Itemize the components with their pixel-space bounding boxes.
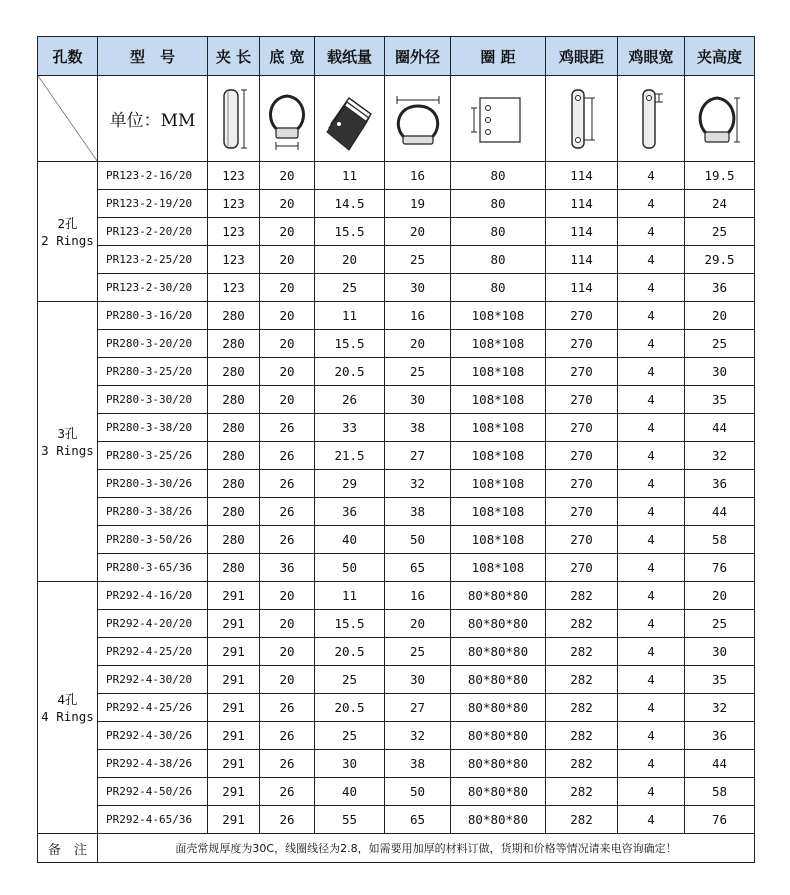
- cell-paper-capacity: 30: [315, 750, 385, 778]
- cell-ring-spacing: 80: [451, 218, 546, 246]
- cell-eyelet-width: 4: [618, 722, 685, 750]
- cell-base-width: 20: [260, 330, 315, 358]
- cell-base-width: 20: [260, 610, 315, 638]
- cell-ring-spacing: 108*108: [451, 554, 546, 582]
- diagonal-cell: [38, 76, 98, 162]
- header-paper-capacity: 载纸量: [315, 37, 385, 76]
- cell-paper-capacity: 25: [315, 274, 385, 302]
- cell-ring-spacing: 80: [451, 162, 546, 190]
- cell-clip-height: 30: [685, 358, 755, 386]
- cell-model: PR292-4-25/20: [98, 638, 208, 666]
- cell-eyelet-width: 4: [618, 778, 685, 806]
- cell-clip-length: 280: [208, 358, 260, 386]
- base-width-icon: [260, 76, 315, 162]
- cell-eyelet-distance: 282: [546, 750, 618, 778]
- cell-eyelet-width: 4: [618, 638, 685, 666]
- cell-base-width: 26: [260, 498, 315, 526]
- table-row: [38, 498, 755, 526]
- cell-base-width: 26: [260, 806, 315, 834]
- table-row: [38, 806, 755, 834]
- cell-eyelet-distance: 270: [546, 330, 618, 358]
- cell-paper-capacity: 25: [315, 666, 385, 694]
- cell-eyelet-distance: 270: [546, 302, 618, 330]
- cell-eyelet-distance: 282: [546, 722, 618, 750]
- cell-paper-capacity: 11: [315, 582, 385, 610]
- cell-base-width: 26: [260, 750, 315, 778]
- cell-base-width: 20: [260, 358, 315, 386]
- cell-clip-height: 25: [685, 330, 755, 358]
- cell-clip-height: 24: [685, 190, 755, 218]
- cell-ring-spacing: 80*80*80: [451, 638, 546, 666]
- header-clip-height: 夹高度: [685, 37, 755, 76]
- cell-model: PR123-2-30/20: [98, 274, 208, 302]
- eyelet-distance-icon: [546, 76, 618, 162]
- cell-base-width: 26: [260, 414, 315, 442]
- cell-eyelet-width: 4: [618, 218, 685, 246]
- header-row: [38, 37, 755, 76]
- cell-base-width: 20: [260, 218, 315, 246]
- table-row: [38, 470, 755, 498]
- header-clip-length: 夹 长: [208, 37, 260, 76]
- cell-ring-diameter: 20: [385, 610, 451, 638]
- header-model: 型 号: [98, 37, 208, 76]
- cell-ring-spacing: 80: [451, 274, 546, 302]
- cell-eyelet-distance: 270: [546, 470, 618, 498]
- table-row: [38, 554, 755, 582]
- cell-eyelet-distance: 270: [546, 386, 618, 414]
- cell-clip-length: 123: [208, 190, 260, 218]
- cell-model: PR280-3-30/20: [98, 386, 208, 414]
- table-row: [38, 666, 755, 694]
- cell-eyelet-width: 4: [618, 386, 685, 414]
- cell-eyelet-width: 4: [618, 666, 685, 694]
- cell-ring-diameter: 16: [385, 162, 451, 190]
- group-label-cn: 4孔: [57, 691, 78, 707]
- cell-eyelet-width: 4: [618, 358, 685, 386]
- cell-clip-length: 291: [208, 694, 260, 722]
- table-row: [38, 246, 755, 274]
- cell-base-width: 26: [260, 470, 315, 498]
- cell-eyelet-distance: 114: [546, 218, 618, 246]
- spec-table: [37, 36, 755, 863]
- cell-ring-spacing: 80*80*80: [451, 722, 546, 750]
- table-row: [38, 526, 755, 554]
- cell-clip-height: 35: [685, 666, 755, 694]
- remarks-text: 面壳常规厚度为30C，线圈线径为2.8，如需要用加厚的材料订做，货期和价格等情况请来电咨询确定！: [98, 834, 755, 863]
- table-row: [38, 610, 755, 638]
- table-row: [38, 218, 755, 246]
- ring-diameter-icon: [385, 76, 451, 162]
- cell-clip-length: 291: [208, 806, 260, 834]
- cell-paper-capacity: 15.5: [315, 610, 385, 638]
- cell-base-width: 20: [260, 302, 315, 330]
- cell-ring-diameter: 19: [385, 190, 451, 218]
- cell-base-width: 20: [260, 162, 315, 190]
- cell-clip-length: 280: [208, 554, 260, 582]
- cell-model: PR123-2-20/20: [98, 218, 208, 246]
- cell-ring-diameter: 16: [385, 302, 451, 330]
- cell-ring-diameter: 65: [385, 806, 451, 834]
- cell-base-width: 20: [260, 582, 315, 610]
- cell-model: PR123-2-19/20: [98, 190, 208, 218]
- ring-spacing-icon: [451, 76, 546, 162]
- cell-model: PR292-4-38/26: [98, 750, 208, 778]
- cell-eyelet-width: 4: [618, 806, 685, 834]
- group-label-en: 3 Rings: [41, 442, 94, 458]
- table-row: [38, 750, 755, 778]
- cell-clip-length: 123: [208, 162, 260, 190]
- cell-eyelet-width: 4: [618, 442, 685, 470]
- cell-ring-diameter: 30: [385, 274, 451, 302]
- cell-model: PR292-4-65/36: [98, 806, 208, 834]
- cell-clip-height: 58: [685, 778, 755, 806]
- diagram-row: [38, 76, 755, 162]
- cell-paper-capacity: 15.5: [315, 218, 385, 246]
- cell-clip-length: 123: [208, 218, 260, 246]
- cell-model: PR280-3-65/36: [98, 554, 208, 582]
- header-ring-spacing: 圈 距: [451, 37, 546, 76]
- cell-paper-capacity: 20.5: [315, 694, 385, 722]
- table-row: [38, 442, 755, 470]
- group-label: [38, 582, 98, 834]
- cell-model: PR292-4-25/26: [98, 694, 208, 722]
- clip-height-icon: [685, 76, 755, 162]
- cell-eyelet-distance: 282: [546, 582, 618, 610]
- cell-model: PR292-4-50/26: [98, 778, 208, 806]
- cell-eyelet-width: 4: [618, 610, 685, 638]
- group-label-en: 4 Rings: [41, 708, 94, 724]
- cell-paper-capacity: 14.5: [315, 190, 385, 218]
- cell-ring-spacing: 80*80*80: [451, 750, 546, 778]
- cell-ring-diameter: 38: [385, 414, 451, 442]
- cell-eyelet-distance: 270: [546, 554, 618, 582]
- cell-ring-diameter: 65: [385, 554, 451, 582]
- cell-paper-capacity: 40: [315, 778, 385, 806]
- cell-eyelet-distance: 282: [546, 666, 618, 694]
- cell-clip-length: 280: [208, 442, 260, 470]
- cell-paper-capacity: 20.5: [315, 358, 385, 386]
- unit-label: 单位：MM: [98, 76, 208, 162]
- cell-model: PR280-3-50/26: [98, 526, 208, 554]
- cell-eyelet-width: 4: [618, 190, 685, 218]
- cell-ring-diameter: 25: [385, 638, 451, 666]
- cell-paper-capacity: 20: [315, 246, 385, 274]
- cell-base-width: 20: [260, 274, 315, 302]
- cell-clip-height: 44: [685, 498, 755, 526]
- cell-base-width: 26: [260, 442, 315, 470]
- cell-paper-capacity: 55: [315, 806, 385, 834]
- cell-ring-diameter: 32: [385, 470, 451, 498]
- cell-eyelet-width: 4: [618, 526, 685, 554]
- cell-eyelet-width: 4: [618, 498, 685, 526]
- cell-clip-length: 280: [208, 498, 260, 526]
- cell-eyelet-distance: 270: [546, 358, 618, 386]
- cell-clip-height: 58: [685, 526, 755, 554]
- cell-ring-spacing: 108*108: [451, 414, 546, 442]
- cell-model: PR280-3-25/20: [98, 358, 208, 386]
- cell-base-width: 20: [260, 246, 315, 274]
- cell-clip-length: 291: [208, 582, 260, 610]
- header-eyelet-width: 鸡眼宽: [618, 37, 685, 76]
- cell-base-width: 20: [260, 638, 315, 666]
- cell-paper-capacity: 29: [315, 470, 385, 498]
- header-base-width: 底 宽: [260, 37, 315, 76]
- cell-eyelet-width: 4: [618, 246, 685, 274]
- cell-eyelet-distance: 114: [546, 274, 618, 302]
- cell-clip-length: 280: [208, 386, 260, 414]
- cell-base-width: 20: [260, 666, 315, 694]
- cell-clip-length: 280: [208, 330, 260, 358]
- cell-model: PR280-3-20/20: [98, 330, 208, 358]
- cell-clip-height: 36: [685, 274, 755, 302]
- cell-paper-capacity: 50: [315, 554, 385, 582]
- table-row: [38, 190, 755, 218]
- cell-clip-height: 20: [685, 302, 755, 330]
- cell-paper-capacity: 36: [315, 498, 385, 526]
- cell-model: PR280-3-16/20: [98, 302, 208, 330]
- cell-eyelet-width: 4: [618, 330, 685, 358]
- cell-clip-length: 291: [208, 610, 260, 638]
- cell-clip-height: 44: [685, 414, 755, 442]
- cell-clip-length: 123: [208, 246, 260, 274]
- cell-ring-spacing: 80: [451, 190, 546, 218]
- data-body: [38, 162, 755, 834]
- cell-paper-capacity: 25: [315, 722, 385, 750]
- cell-clip-height: 32: [685, 442, 755, 470]
- cell-eyelet-distance: 282: [546, 694, 618, 722]
- cell-clip-height: 76: [685, 554, 755, 582]
- cell-eyelet-width: 4: [618, 414, 685, 442]
- cell-ring-spacing: 80*80*80: [451, 582, 546, 610]
- cell-eyelet-width: 4: [618, 750, 685, 778]
- cell-base-width: 36: [260, 554, 315, 582]
- cell-ring-spacing: 108*108: [451, 386, 546, 414]
- cell-eyelet-distance: 270: [546, 442, 618, 470]
- table-row: [38, 694, 755, 722]
- cell-eyelet-width: 4: [618, 470, 685, 498]
- cell-paper-capacity: 33: [315, 414, 385, 442]
- table-row: [38, 638, 755, 666]
- cell-model: PR280-3-38/26: [98, 498, 208, 526]
- cell-ring-diameter: 27: [385, 694, 451, 722]
- cell-ring-diameter: 50: [385, 526, 451, 554]
- cell-clip-height: 20: [685, 582, 755, 610]
- cell-ring-spacing: 108*108: [451, 498, 546, 526]
- cell-eyelet-distance: 114: [546, 190, 618, 218]
- cell-clip-height: 35: [685, 386, 755, 414]
- cell-paper-capacity: 20.5: [315, 638, 385, 666]
- cell-paper-capacity: 15.5: [315, 330, 385, 358]
- cell-base-width: 26: [260, 722, 315, 750]
- cell-ring-diameter: 32: [385, 722, 451, 750]
- cell-clip-height: 19.5: [685, 162, 755, 190]
- cell-base-width: 26: [260, 526, 315, 554]
- cell-eyelet-width: 4: [618, 554, 685, 582]
- cell-paper-capacity: 40: [315, 526, 385, 554]
- cell-ring-spacing: 80*80*80: [451, 666, 546, 694]
- cell-clip-height: 25: [685, 218, 755, 246]
- remarks-label: 备 注: [38, 834, 98, 863]
- cell-eyelet-distance: 114: [546, 162, 618, 190]
- cell-model: PR292-4-20/20: [98, 610, 208, 638]
- cell-ring-diameter: 30: [385, 666, 451, 694]
- cell-clip-length: 291: [208, 638, 260, 666]
- cell-clip-height: 32: [685, 694, 755, 722]
- cell-ring-spacing: 108*108: [451, 470, 546, 498]
- cell-clip-length: 291: [208, 750, 260, 778]
- table-row: [38, 414, 755, 442]
- group-label-en: 2 Rings: [41, 232, 94, 248]
- cell-eyelet-width: 4: [618, 302, 685, 330]
- cell-model: PR280-3-38/20: [98, 414, 208, 442]
- table-row: [38, 302, 755, 330]
- cell-model: PR292-4-30/26: [98, 722, 208, 750]
- cell-clip-length: 291: [208, 666, 260, 694]
- cell-clip-length: 280: [208, 470, 260, 498]
- cell-model: PR292-4-16/20: [98, 582, 208, 610]
- cell-ring-spacing: 108*108: [451, 442, 546, 470]
- cell-clip-length: 280: [208, 414, 260, 442]
- cell-model: PR280-3-30/26: [98, 470, 208, 498]
- group-label: [38, 302, 98, 582]
- cell-clip-height: 76: [685, 806, 755, 834]
- cell-ring-diameter: 25: [385, 246, 451, 274]
- table-row: [38, 386, 755, 414]
- cell-eyelet-distance: 270: [546, 526, 618, 554]
- cell-eyelet-distance: 282: [546, 778, 618, 806]
- cell-clip-length: 280: [208, 302, 260, 330]
- cell-paper-capacity: 11: [315, 162, 385, 190]
- cell-paper-capacity: 11: [315, 302, 385, 330]
- clip-length-icon: [208, 76, 260, 162]
- cell-ring-diameter: 20: [385, 330, 451, 358]
- cell-model: PR280-3-25/26: [98, 442, 208, 470]
- cell-clip-height: 30: [685, 638, 755, 666]
- cell-base-width: 26: [260, 694, 315, 722]
- cell-ring-spacing: 108*108: [451, 330, 546, 358]
- cell-ring-diameter: 38: [385, 750, 451, 778]
- cell-ring-diameter: 27: [385, 442, 451, 470]
- cell-eyelet-distance: 114: [546, 246, 618, 274]
- table-row: [38, 358, 755, 386]
- cell-base-width: 20: [260, 190, 315, 218]
- cell-clip-length: 123: [208, 274, 260, 302]
- cell-eyelet-distance: 270: [546, 498, 618, 526]
- cell-ring-spacing: 108*108: [451, 302, 546, 330]
- table-row: [38, 162, 755, 190]
- cell-clip-length: 291: [208, 778, 260, 806]
- cell-ring-diameter: 38: [385, 498, 451, 526]
- cell-ring-spacing: 80*80*80: [451, 694, 546, 722]
- cell-ring-spacing: 80*80*80: [451, 610, 546, 638]
- cell-ring-diameter: 16: [385, 582, 451, 610]
- cell-ring-spacing: 80: [451, 246, 546, 274]
- cell-base-width: 26: [260, 778, 315, 806]
- cell-eyelet-distance: 282: [546, 610, 618, 638]
- cell-ring-spacing: 108*108: [451, 358, 546, 386]
- cell-ring-spacing: 80*80*80: [451, 778, 546, 806]
- cell-eyelet-width: 4: [618, 582, 685, 610]
- cell-ring-spacing: 108*108: [451, 526, 546, 554]
- eyelet-width-icon: [618, 76, 685, 162]
- header-ring-diameter: 圈外径: [385, 37, 451, 76]
- cell-paper-capacity: 21.5: [315, 442, 385, 470]
- table-row: [38, 722, 755, 750]
- cell-eyelet-distance: 282: [546, 638, 618, 666]
- group-label-cn: 3孔: [57, 425, 78, 441]
- cell-eyelet-distance: 282: [546, 806, 618, 834]
- table-row: [38, 582, 755, 610]
- cell-clip-length: 291: [208, 722, 260, 750]
- cell-paper-capacity: 26: [315, 386, 385, 414]
- cell-clip-height: 36: [685, 470, 755, 498]
- cell-eyelet-width: 4: [618, 162, 685, 190]
- cell-ring-spacing: 80*80*80: [451, 806, 546, 834]
- group-label-cn: 2孔: [57, 215, 78, 231]
- remarks-row: [38, 834, 755, 863]
- table-row: [38, 274, 755, 302]
- cell-clip-height: 36: [685, 722, 755, 750]
- cell-clip-height: 44: [685, 750, 755, 778]
- cell-clip-height: 25: [685, 610, 755, 638]
- cell-base-width: 20: [260, 386, 315, 414]
- cell-clip-length: 280: [208, 526, 260, 554]
- header-eyelet-distance: 鸡眼距: [546, 37, 618, 76]
- cell-model: PR123-2-16/20: [98, 162, 208, 190]
- table-row: [38, 330, 755, 358]
- cell-ring-diameter: 20: [385, 218, 451, 246]
- cell-ring-diameter: 25: [385, 358, 451, 386]
- paper-capacity-icon: [315, 76, 385, 162]
- cell-eyelet-width: 4: [618, 274, 685, 302]
- group-label: [38, 162, 98, 302]
- cell-eyelet-distance: 270: [546, 414, 618, 442]
- cell-model: PR292-4-30/20: [98, 666, 208, 694]
- header-hole-count: 孔数: [38, 37, 98, 76]
- table-row: [38, 778, 755, 806]
- cell-eyelet-width: 4: [618, 694, 685, 722]
- cell-ring-diameter: 50: [385, 778, 451, 806]
- cell-clip-height: 29.5: [685, 246, 755, 274]
- cell-model: PR123-2-25/20: [98, 246, 208, 274]
- cell-ring-diameter: 30: [385, 386, 451, 414]
